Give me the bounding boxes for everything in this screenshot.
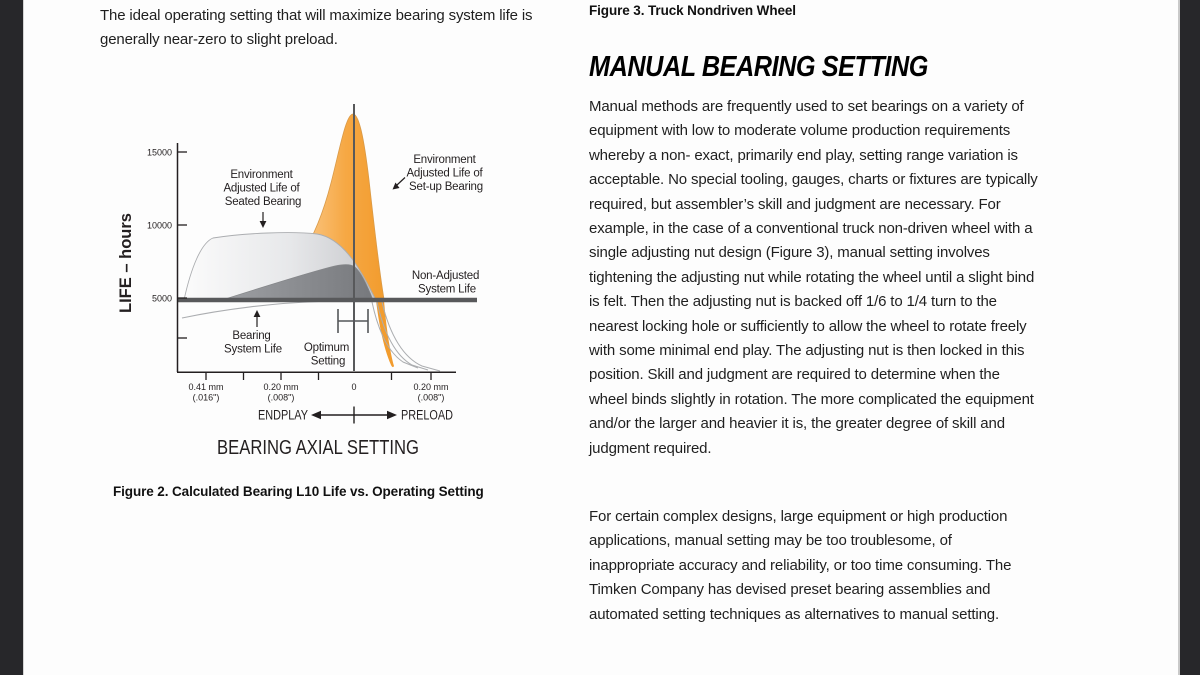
x-tick-2-value: 0.20 mm (263, 382, 299, 392)
preload-label: PRELOAD (401, 407, 454, 423)
endplay-preload-arrow (311, 407, 397, 424)
figure2-caption: Figure 2. Calculated Bearing L10 Life vs. Operating Setting (113, 484, 484, 499)
chart-title: BEARING AXIAL SETTING (217, 437, 419, 459)
annotation-bearing-system: Bearing System Life (224, 330, 282, 356)
svg-text:0 (351, 382, 356, 392)
x-tick-4-value: 0.20 mm (413, 382, 449, 392)
intro-paragraph: The ideal operating setting that will maximize bearing system life is generally near-zero to slight preload. (100, 7, 533, 49)
annotation-non-adjusted: Non-Adjusted System Life (411, 270, 480, 296)
x-axis-ticks (206, 372, 431, 380)
bearing-system-life-curve (182, 302, 318, 319)
section-heading: MANUAL BEARING SETTING (589, 51, 928, 83)
endplay-label: ENDPLAY (258, 407, 308, 423)
x-tick-1-unit: (.016") (192, 392, 220, 403)
x-tick-2-unit: (.008") (267, 392, 295, 403)
y-tick-5000: 5000 (151, 293, 172, 304)
y-tick-10000: 10000 (146, 220, 172, 231)
svg-text:(.008") (418, 393, 445, 403)
figure2-chart (80, 95, 520, 475)
y-axis-ticks (178, 152, 187, 338)
svg-text:(.016") (193, 393, 220, 403)
figure3-caption: Figure 3. Truck Nondriven Wheel (589, 3, 796, 18)
right-black-bar (1178, 0, 1200, 675)
svg-text:(.008") (268, 393, 295, 403)
body-paragraph-1: Manual methods are frequently used to set bearings on a variety of equipment with low to moderate volume production requirements whereby a non- exact, primarily end play, setting range variation is acceptable. No special tooling, gauges, charts or fixtures are typically required, but assembler’s skill and judgment are necessary. For example, in the case of a conventional truck non-driven wheel with a single adjusting nut design (Figure 3), manual setting involves tightening the adjusting nut while rotating the wheel until a slight bind is felt. Then the adjusting nut is backed off 1/6 to 1/4 turn to the nearest locking hole or sufficiently to allow the wheel to rotate freely with some minimal end play. The adjusting nut is then locked in this position. Skill and judgment are required to determine when the wheel binds slightly in rotation. The more complicated the equipment and/or the larger and heavier it is, the greater degree of skill and judgment required. (589, 98, 1038, 457)
x-tick-3-value: 0 (351, 382, 357, 392)
x-tick-4-unit: (.008") (417, 392, 445, 403)
annotation-optimum-setting: Optimum Setting (303, 342, 350, 368)
body-paragraph-2: For certain complex designs, large equipment or high production applications, manual setting may be too troublesome, of inappropriate accuracy and reliability, or too time consuming. The Timken Company has devised preset bearing assemblies and automated setting techniques as alternatives to manual setting. (589, 508, 1012, 623)
y-axis-label: LIFE – hours (116, 210, 135, 313)
x-tick-labels (188, 382, 448, 403)
left-black-bar (0, 0, 24, 675)
svg-text:0.20 mm (413, 382, 448, 392)
annotation-seated-bearing: Environment Adjusted Life of Seated Bearing (223, 169, 302, 208)
y-tick-15000: 15000 (146, 147, 172, 158)
svg-text:0.20 mm (263, 382, 298, 392)
x-tick-1-value: 0.41 mm (188, 382, 224, 392)
svg-text:0.41 mm (188, 382, 223, 392)
annotation-setup-bearing: Environment Adjusted Life of Set-up Bearing (406, 154, 483, 193)
